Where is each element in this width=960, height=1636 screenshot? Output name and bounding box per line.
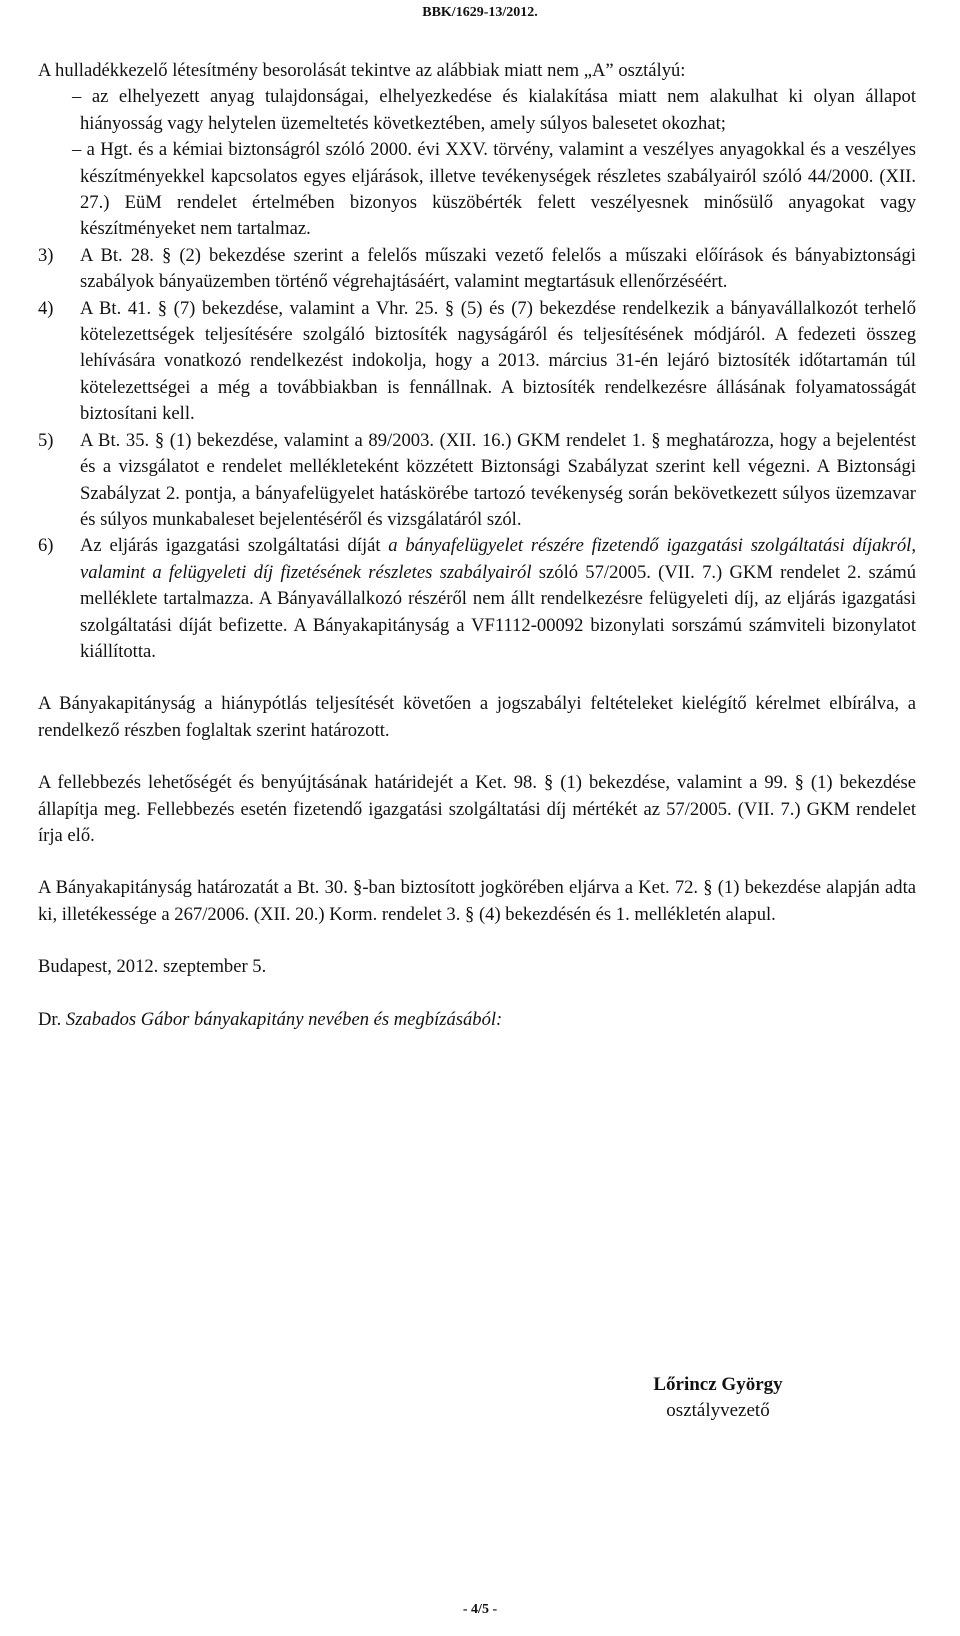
list-item [38,243,916,296]
intro-lead: A hulladékkezelő létesítmény besorolását tekintve az alábbiak miatt nem „A” osztályú: [38,60,686,81]
authority-line [38,1007,916,1033]
paragraph-decision: A Bányakapitányság a hiánypótlás teljesítését követően a jogszabályi feltételeket kielégítő kérelmet elbírálva, a rendelkező részben foglaltak szerint határozott. [38,693,916,741]
paragraph-appeal: A fellebbezés lehetőségét és benyújtásának határidejét a Ket. 98. § (1) bekezdése, valamint a 99. § (1) bekezdése állapítja meg. Fellebbezés esetén fizetendő igazgatási szolgáltatási díj mértékét az 57/2005. (VII. 7.) GKM rendelet írja elő. [38,772,916,846]
signatory-title: osztályvezető [666,1400,770,1421]
list-item-text-pre: Az eljárás igazgatási szolgáltatási díját [80,535,389,557]
list-item [38,533,916,665]
list-item-number: 3) [38,244,54,266]
page-number: - 4/5 - [462,1602,498,1617]
document-reference: BBK/1629-13/2012. [422,5,538,20]
list-item [38,428,916,534]
list-item-number: 4) [38,297,54,319]
list-item-text-post: szóló 57/2005. (VII. 7.) GKM rendelet 2. számú melléklete tartalmazza. A Bányavállalkozó részéről nem állt rendelkezésre felügyeleti díj, az eljárás igazgatási szolgáltatási díját befizette. A Bányakapitányság a VF1112-00092 bizonylati sorszámú számviteli bizonylatot kiállította. [80,561,916,662]
intro-dash-2: – a Hgt. és a kémiai biztonságról szóló 2000. évi XXV. törvény, valamint a veszélyes anyagokkal és a veszélyes készítményekkel kapcsolatos egyes eljárások, illetve tevékenységek részletes szabályairól szóló 44/2000. (XII. 27.) EüM rendelet értelmében bizonyos küszöbérték felett veszélyesnek minősülő anyagokat vagy készítményeket nem tartalmaz. [72,139,916,240]
document-body [38,58,916,1033]
regulation-title: a bányafelügyelet részére fizetendő igazgatási szolgáltatási díjakról, valamint a felügyeleti díj fizetésének részletes szabályairól [80,535,917,583]
list-item-number: 5) [38,429,54,451]
list-item-text: A Bt. 28. § (2) bekezdése szerint a felelős műszaki vezető felelős a műszaki előírások és bányabiztonsági szabályok bányaüzemben történő végrehajtásáért, valamint megtartásuk ellenőrzéséért. [80,244,916,293]
list-item-text: A Bt. 41. § (7) bekezdése, valamint a Vhr. 25. § (5) és (7) bekezdése rendelkezik a bányavállalkozót terhelő kötelezettségek teljesítésére szolgáló biztosíték nagyságáról és teljesítésének módjáról. A fedezeti összeg lehívására vonatkozó rendelkezést indokolja, hogy a 2013. március 31-én lejáró biztosíték időtartamán túl kötelezettségei a még a továbbiakban is fennállnak. A biztosíték rendelkezésre állásának folyamatosságát biztosítani kell. [80,297,916,425]
place-date: Budapest, 2012. szeptember 5. [38,956,267,978]
intro-dash-1: – az elhelyezett anyag tulajdonságai, elhelyezkedése és kialakítása miatt nem alakulhat ki olyan állapot hiányosság vagy helytelen üzemeltetés következtében, amely súlyos balesetet okozhat; [72,86,916,134]
authority-text: Szabados Gábor bányakapitány nevében és megbízásából: [65,1008,503,1030]
numbered-list [38,243,916,666]
list-item [38,296,916,428]
authority-prefix: Dr. [38,1008,66,1030]
signatory-name: Lőrincz György [653,1374,783,1395]
paragraph-jurisdiction: A Bányakapitányság határozatát a Bt. 30. §-ban biztosított jogkörében eljárva a Ket. 72. § (1) bekezdése alapján adta ki, illetékessége a 267/2006. (XII. 20.) Korm. rendelet 3. § (4) bekezdésén és 1. mellékletén alapul. [38,877,916,925]
list-item-number: 6) [38,535,54,557]
signature-block [628,1372,808,1424]
list-item-text: A Bt. 35. § (1) bekezdése, valamint a 89/2003. (XII. 16.) GKM rendelet 1. § meghatározza, hogy a bejelentést és a vizsgálatot e rendelet mellékleteként közzétett Biztonsági Szabályzat szerint kell végezni. A Biztonsági Szabályzat 2. pontja, a bányafelügyelet hatáskörébe tartozó tevékenység során bekövetkezett súlyos üzemzavar és súlyos munkabaleset bejelentéséről és vizsgálatáról szól. [80,429,916,530]
